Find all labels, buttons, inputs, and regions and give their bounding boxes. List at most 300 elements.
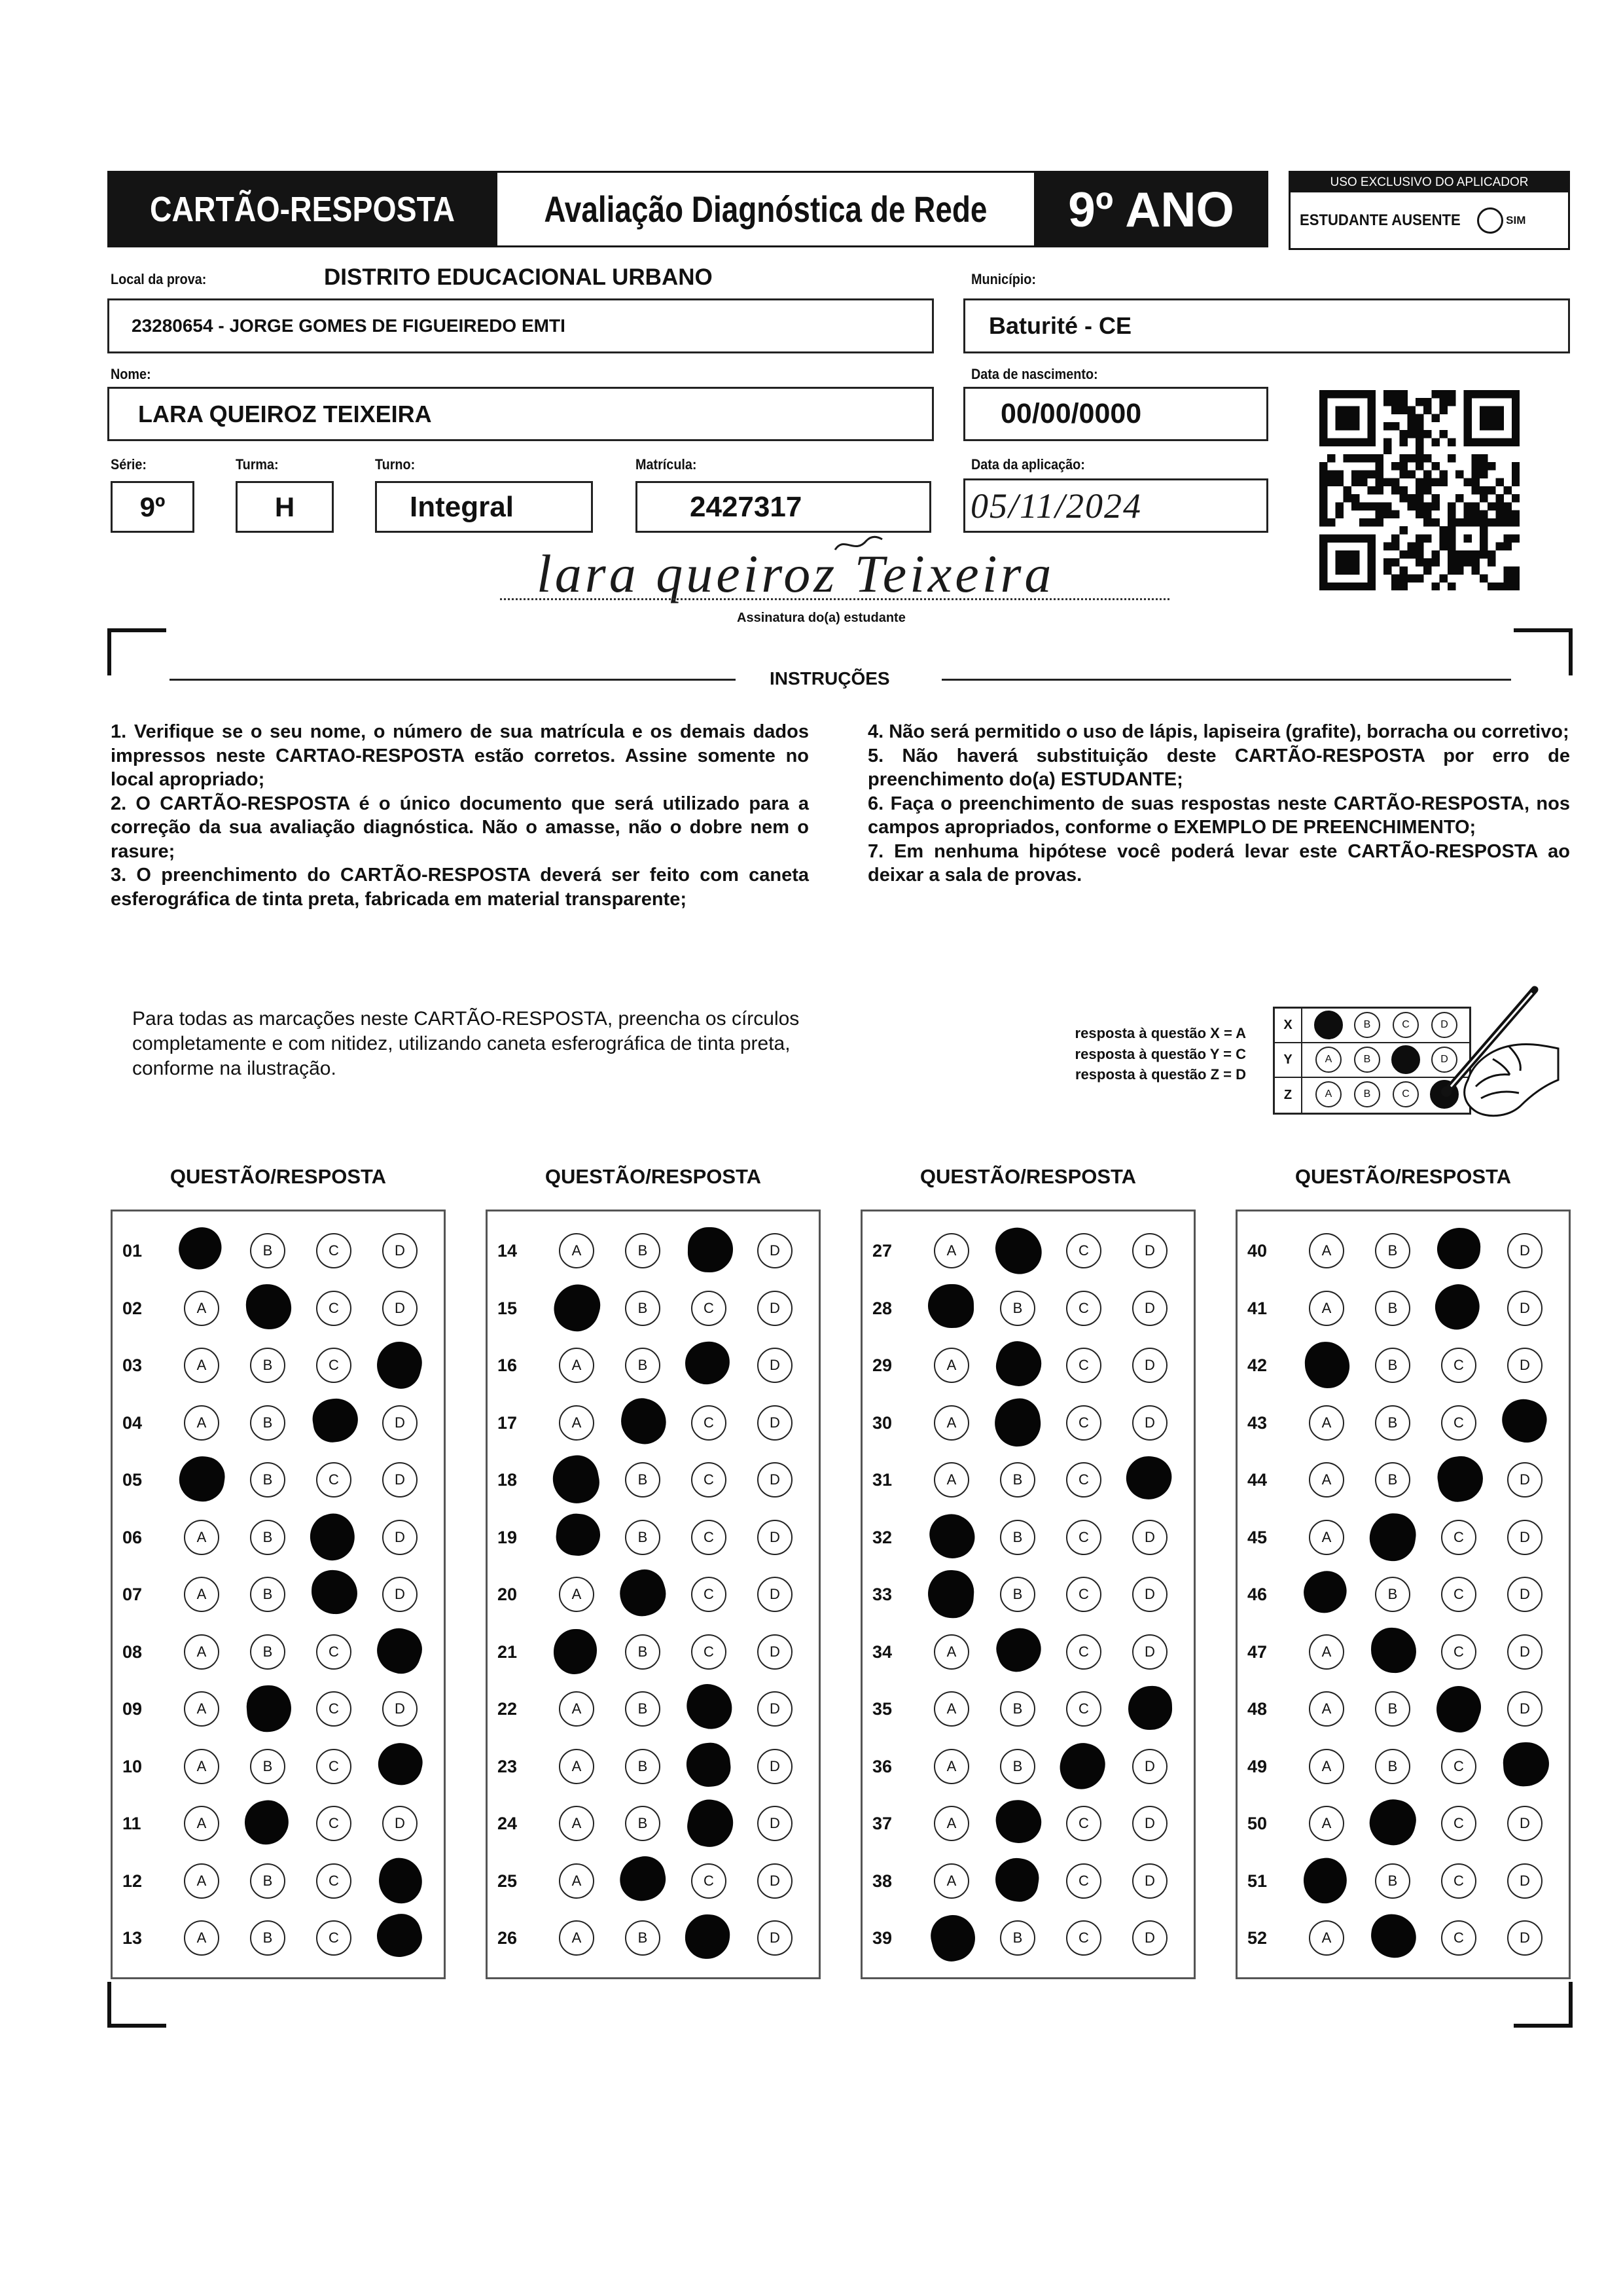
answer-bubble-18-d[interactable]: D bbox=[757, 1462, 793, 1498]
question-number: 16 bbox=[497, 1355, 518, 1375]
question-number: 32 bbox=[872, 1527, 893, 1547]
student-absent-yes-label: SIM bbox=[1506, 213, 1526, 226]
example-instructions: Para todas as marcações neste CARTÃO-RESPOSTA, preencha os círculos completamente e com nitidez, utilizando caneta esferográfica de tinta preta, conforme na ilustração. bbox=[132, 1008, 800, 1079]
example-bubble-x-d: D bbox=[1431, 1012, 1457, 1038]
answer-bubble-08-b[interactable]: B bbox=[250, 1634, 285, 1670]
answer-bubble-18-a-marked[interactable] bbox=[549, 1452, 603, 1507]
answer-bubble-29-c[interactable]: C bbox=[1066, 1348, 1101, 1383]
question-number: 26 bbox=[497, 1928, 518, 1948]
sheet-subtitle: Avaliação Diagnóstica de Rede bbox=[544, 188, 988, 230]
answer-bubble-08-a[interactable]: A bbox=[184, 1634, 219, 1670]
answer-bubble-10-d-marked[interactable] bbox=[374, 1738, 426, 1789]
answer-bubble-22-d[interactable]: D bbox=[757, 1691, 793, 1727]
answer-bubble-07-c-marked[interactable] bbox=[311, 1570, 358, 1615]
question-number: 04 bbox=[122, 1412, 143, 1433]
answer-bubble-05-c[interactable]: C bbox=[316, 1462, 351, 1498]
answer-bubble-52-c[interactable]: C bbox=[1441, 1920, 1476, 1956]
answer-bubble-23-c-marked[interactable] bbox=[684, 1741, 732, 1789]
answer-bubble-21-d[interactable]: D bbox=[757, 1634, 793, 1670]
question-number: 36 bbox=[872, 1756, 893, 1776]
question-number: 29 bbox=[872, 1355, 893, 1375]
answer-bubble-28-b[interactable]: B bbox=[1000, 1291, 1035, 1326]
question-number: 49 bbox=[1247, 1756, 1268, 1776]
question-number: 11 bbox=[122, 1814, 141, 1833]
question-number: 06 bbox=[122, 1527, 143, 1547]
answer-bubble-50-c[interactable]: C bbox=[1441, 1806, 1476, 1841]
question-number: 37 bbox=[872, 1814, 893, 1833]
answer-bubble-41-b[interactable]: B bbox=[1375, 1291, 1410, 1326]
answer-bubble-47-d[interactable]: D bbox=[1507, 1634, 1543, 1670]
answer-bubble-36-d[interactable]: D bbox=[1132, 1749, 1168, 1784]
answer-bubble-18-c[interactable]: C bbox=[691, 1462, 726, 1498]
answer-bubble-45-a[interactable]: A bbox=[1309, 1520, 1344, 1555]
answer-bubble-42-a-marked[interactable] bbox=[1304, 1340, 1351, 1389]
answer-bubble-47-b-marked[interactable] bbox=[1370, 1627, 1416, 1674]
answer-bubble-23-b[interactable]: B bbox=[625, 1749, 660, 1784]
answer-bubble-04-d[interactable]: D bbox=[382, 1405, 418, 1441]
answer-bubble-11-d[interactable]: D bbox=[382, 1806, 418, 1841]
aplicacao-field bbox=[963, 478, 1268, 533]
answer-bubble-47-a[interactable]: A bbox=[1309, 1634, 1344, 1670]
answer-bubble-32-c[interactable]: C bbox=[1066, 1520, 1101, 1555]
answer-bubble-17-b-marked[interactable] bbox=[616, 1395, 670, 1448]
answer-bubble-46-b[interactable]: B bbox=[1375, 1577, 1410, 1612]
answer-bubble-50-d[interactable]: D bbox=[1507, 1806, 1543, 1841]
answer-bubble-26-d[interactable]: D bbox=[757, 1920, 793, 1956]
answer-bubble-35-a[interactable]: A bbox=[934, 1691, 969, 1727]
answer-bubble-40-c-marked[interactable] bbox=[1436, 1227, 1481, 1270]
answer-bubble-41-d[interactable]: D bbox=[1507, 1291, 1543, 1326]
example-bubble-y-a: A bbox=[1315, 1047, 1342, 1073]
answer-bubble-51-b[interactable]: B bbox=[1375, 1863, 1410, 1899]
matricula-label: Matrícula: bbox=[635, 456, 697, 473]
answer-bubble-26-c-marked[interactable] bbox=[683, 1912, 732, 1961]
answer-bubble-10-a[interactable]: A bbox=[184, 1749, 219, 1784]
example-bubble-y-d: D bbox=[1431, 1047, 1457, 1073]
answer-bubble-02-a[interactable]: A bbox=[184, 1291, 219, 1326]
question-number: 40 bbox=[1247, 1241, 1268, 1261]
answer-bubble-04-a[interactable]: A bbox=[184, 1405, 219, 1441]
instructions-rule-right bbox=[942, 679, 1511, 681]
answer-bubble-33-a-marked[interactable] bbox=[927, 1569, 976, 1620]
answer-bubble-32-d[interactable]: D bbox=[1132, 1520, 1168, 1555]
instructions-title: INSTRUÇÕES bbox=[770, 668, 890, 689]
answer-bubble-39-d[interactable]: D bbox=[1132, 1920, 1168, 1956]
answer-bubble-36-b[interactable]: B bbox=[1000, 1749, 1035, 1784]
turma-field bbox=[236, 481, 334, 533]
question-number: 24 bbox=[497, 1814, 518, 1833]
answer-bubble-46-a-marked[interactable] bbox=[1299, 1567, 1351, 1618]
answer-column-header: QUESTÃO/RESPOSTA bbox=[1294, 1165, 1512, 1188]
instructions-left-column bbox=[111, 720, 809, 911]
answer-bubble-37-c[interactable]: C bbox=[1066, 1806, 1101, 1841]
answer-bubble-05-a-marked[interactable] bbox=[176, 1453, 227, 1504]
answer-bubble-01-a-marked[interactable] bbox=[173, 1222, 228, 1276]
answer-bubble-40-b[interactable]: B bbox=[1375, 1233, 1410, 1268]
answer-bubble-03-c[interactable]: C bbox=[316, 1348, 351, 1383]
answer-bubble-37-d[interactable]: D bbox=[1132, 1806, 1168, 1841]
answer-bubble-31-a[interactable]: A bbox=[934, 1462, 969, 1498]
answer-bubble-20-d[interactable]: D bbox=[757, 1577, 793, 1612]
answer-bubble-30-b-marked[interactable] bbox=[992, 1396, 1043, 1449]
answer-bubble-48-d[interactable]: D bbox=[1507, 1691, 1543, 1727]
answer-bubble-52-d[interactable]: D bbox=[1507, 1920, 1543, 1956]
answer-bubble-09-a[interactable]: A bbox=[184, 1691, 219, 1727]
answer-bubble-51-d[interactable]: D bbox=[1507, 1863, 1543, 1899]
aplicacao-handwritten-value: 05/11/2024 bbox=[971, 486, 1142, 526]
answer-bubble-17-c[interactable]: C bbox=[691, 1405, 726, 1441]
answer-column-2 bbox=[486, 1210, 821, 1979]
answer-bubble-29-d[interactable]: D bbox=[1132, 1348, 1168, 1383]
answer-bubble-35-c[interactable]: C bbox=[1066, 1691, 1101, 1727]
question-number: 15 bbox=[497, 1298, 518, 1318]
student-absent-row bbox=[1291, 192, 1568, 248]
example-key-line: resposta à questão Z = D bbox=[1075, 1066, 1246, 1083]
answer-bubble-32-b[interactable]: B bbox=[1000, 1520, 1035, 1555]
answer-bubble-38-a[interactable]: A bbox=[934, 1863, 969, 1899]
answer-bubble-44-b[interactable]: B bbox=[1375, 1462, 1410, 1498]
question-number: 30 bbox=[872, 1412, 893, 1433]
answer-bubble-23-a[interactable]: A bbox=[559, 1749, 594, 1784]
answer-bubble-27-b-marked[interactable] bbox=[990, 1221, 1047, 1280]
answer-bubble-24-c-marked[interactable] bbox=[683, 1796, 736, 1851]
answer-bubble-30-a[interactable]: A bbox=[934, 1405, 969, 1441]
answer-bubble-34-b-marked[interactable] bbox=[991, 1622, 1046, 1677]
answer-bubble-33-d[interactable]: D bbox=[1132, 1577, 1168, 1612]
answer-bubble-28-d[interactable]: D bbox=[1132, 1291, 1168, 1326]
answer-bubble-29-a[interactable]: A bbox=[934, 1348, 969, 1383]
question-number: 03 bbox=[122, 1355, 143, 1375]
question-number: 45 bbox=[1247, 1527, 1268, 1547]
answer-bubble-40-a[interactable]: A bbox=[1309, 1233, 1344, 1268]
answer-bubble-36-c-marked[interactable] bbox=[1055, 1738, 1110, 1794]
answer-bubble-12-a[interactable]: A bbox=[184, 1863, 219, 1899]
answer-bubble-13-d-marked[interactable] bbox=[372, 1909, 426, 1962]
answer-bubble-32-a-marked[interactable] bbox=[925, 1509, 979, 1563]
answer-bubble-42-b[interactable]: B bbox=[1375, 1348, 1410, 1383]
answer-bubble-05-b[interactable]: B bbox=[250, 1462, 285, 1498]
answer-bubble-15-c[interactable]: C bbox=[691, 1291, 726, 1326]
answer-bubble-25-a[interactable]: A bbox=[559, 1863, 594, 1899]
question-number: 14 bbox=[497, 1241, 518, 1261]
answer-bubble-14-c-marked[interactable] bbox=[687, 1227, 733, 1272]
signature-tilde-mark bbox=[832, 531, 885, 558]
answer-bubble-24-b[interactable]: B bbox=[625, 1806, 660, 1841]
answer-bubble-13-c[interactable]: C bbox=[316, 1920, 351, 1956]
nascimento-label: Data de nascimento: bbox=[971, 366, 1098, 382]
answer-bubble-07-d[interactable]: D bbox=[382, 1577, 418, 1612]
answer-bubble-35-d-marked[interactable] bbox=[1127, 1685, 1172, 1730]
answer-bubble-52-a[interactable]: A bbox=[1309, 1920, 1344, 1956]
turma-label: Turma: bbox=[236, 456, 279, 473]
answer-bubble-31-d-marked[interactable] bbox=[1122, 1452, 1174, 1503]
answer-bubble-09-b-marked[interactable] bbox=[245, 1684, 293, 1734]
answer-bubble-39-c[interactable]: C bbox=[1066, 1920, 1101, 1956]
answer-bubble-01-d[interactable]: D bbox=[382, 1233, 418, 1268]
answer-bubble-26-a[interactable]: A bbox=[559, 1920, 594, 1956]
answer-bubble-49-b[interactable]: B bbox=[1375, 1749, 1410, 1784]
answer-bubble-23-d[interactable]: D bbox=[757, 1749, 793, 1784]
example-row-label: Y bbox=[1275, 1043, 1302, 1077]
question-number: 17 bbox=[497, 1412, 518, 1433]
answer-bubble-28-a-marked[interactable] bbox=[927, 1283, 974, 1328]
answer-bubble-34-c[interactable]: C bbox=[1066, 1634, 1101, 1670]
title-banner bbox=[107, 171, 497, 247]
answer-bubble-37-b-marked[interactable] bbox=[993, 1797, 1044, 1846]
answer-bubble-40-d[interactable]: D bbox=[1507, 1233, 1543, 1268]
school-value: 23280654 - JORGE GOMES DE FIGUEIREDO EMTI bbox=[132, 315, 565, 336]
answer-bubble-25-b-marked[interactable] bbox=[616, 1852, 669, 1905]
answer-bubble-33-b[interactable]: B bbox=[1000, 1577, 1035, 1612]
answer-bubble-20-a[interactable]: A bbox=[559, 1577, 594, 1612]
answer-bubble-48-a[interactable]: A bbox=[1309, 1691, 1344, 1727]
answer-bubble-31-c[interactable]: C bbox=[1066, 1462, 1101, 1498]
answer-bubble-12-d-marked[interactable] bbox=[376, 1856, 425, 1906]
example-bubble-z-c: C bbox=[1393, 1081, 1419, 1107]
answer-bubble-43-d-marked[interactable] bbox=[1497, 1394, 1551, 1446]
serie-value: 9º bbox=[139, 491, 166, 522]
corner-mark-top-right bbox=[1514, 628, 1573, 675]
answer-bubble-18-b[interactable]: B bbox=[625, 1462, 660, 1498]
answer-bubble-45-b-marked[interactable] bbox=[1366, 1510, 1418, 1564]
question-number: 39 bbox=[872, 1928, 893, 1948]
district-name: DISTRITO EDUCACIONAL URBANO bbox=[324, 264, 713, 290]
answer-bubble-21-a-marked[interactable] bbox=[554, 1629, 597, 1674]
answer-bubble-28-c[interactable]: C bbox=[1066, 1291, 1101, 1326]
answer-bubble-10-c[interactable]: C bbox=[316, 1749, 351, 1784]
answer-bubble-50-b-marked[interactable] bbox=[1365, 1795, 1420, 1850]
answer-bubble-36-a[interactable]: A bbox=[934, 1749, 969, 1784]
answer-bubble-06-d[interactable]: D bbox=[382, 1520, 418, 1555]
answer-bubble-49-a[interactable]: A bbox=[1309, 1749, 1344, 1784]
question-number: 19 bbox=[497, 1527, 518, 1547]
corner-mark-bottom-right bbox=[1514, 1982, 1573, 2028]
answer-bubble-13-b[interactable]: B bbox=[250, 1920, 285, 1956]
applicator-box bbox=[1289, 171, 1570, 250]
sheet-title: CARTÃO-RESPOSTA bbox=[149, 189, 455, 229]
answer-bubble-09-c[interactable]: C bbox=[316, 1691, 351, 1727]
name-value: LARA QUEIROZ TEIXEIRA bbox=[138, 400, 432, 427]
instruction-item: 7. Em nenhuma hipótese você poderá levar este CARTÃO-RESPOSTA ao deixar a sala de provas. bbox=[868, 840, 1570, 886]
answer-bubble-38-b-marked[interactable] bbox=[992, 1855, 1042, 1905]
answer-bubble-12-c[interactable]: C bbox=[316, 1863, 351, 1899]
turno-label: Turno: bbox=[375, 456, 416, 473]
answer-bubble-41-c-marked[interactable] bbox=[1429, 1278, 1486, 1335]
question-number: 43 bbox=[1247, 1412, 1268, 1433]
answer-bubble-06-c-marked[interactable] bbox=[305, 1509, 360, 1565]
serie-label: Série: bbox=[111, 456, 147, 473]
answer-bubble-09-d[interactable]: D bbox=[382, 1691, 418, 1727]
student-absent-checkbox[interactable] bbox=[1477, 207, 1503, 234]
example-bubble-y-b: B bbox=[1354, 1047, 1380, 1073]
answer-bubble-34-a[interactable]: A bbox=[934, 1634, 969, 1670]
answer-bubble-52-b-marked[interactable] bbox=[1368, 1912, 1419, 1960]
answer-bubble-39-a-marked[interactable] bbox=[926, 1910, 980, 1965]
instructions-rule-left bbox=[169, 679, 736, 681]
answer-bubble-33-c[interactable]: C bbox=[1066, 1577, 1101, 1612]
answer-bubble-29-b-marked[interactable] bbox=[991, 1336, 1046, 1391]
answer-bubble-16-c-marked[interactable] bbox=[683, 1340, 731, 1386]
answer-bubble-46-d[interactable]: D bbox=[1507, 1577, 1543, 1612]
answer-bubble-19-d[interactable]: D bbox=[757, 1520, 793, 1555]
answer-bubble-01-c[interactable]: C bbox=[316, 1233, 351, 1268]
question-number: 34 bbox=[872, 1641, 893, 1662]
answer-bubble-06-a[interactable]: A bbox=[184, 1520, 219, 1555]
answer-bubble-01-b[interactable]: B bbox=[250, 1233, 285, 1268]
answer-bubble-15-b[interactable]: B bbox=[625, 1291, 660, 1326]
answer-bubble-38-c[interactable]: C bbox=[1066, 1863, 1101, 1899]
instruction-item: 1. Verifique se o seu nome, o número de sua matrícula e os demais dados impressos neste CARTAO-RESPOSTA estão corretos. Assine somente no local apropriado; bbox=[111, 721, 809, 790]
example-bubble-z-a: A bbox=[1315, 1081, 1342, 1107]
answer-bubble-05-d[interactable]: D bbox=[382, 1462, 418, 1498]
answer-bubble-24-d[interactable]: D bbox=[757, 1806, 793, 1841]
answer-bubble-21-c[interactable]: C bbox=[691, 1634, 726, 1670]
answer-bubble-46-c[interactable]: C bbox=[1441, 1577, 1476, 1612]
answer-bubble-38-d[interactable]: D bbox=[1132, 1863, 1168, 1899]
answer-bubble-02-b-marked[interactable] bbox=[245, 1283, 293, 1331]
answer-bubble-31-b[interactable]: B bbox=[1000, 1462, 1035, 1498]
signature-label: Assinatura do(a) estudante bbox=[737, 611, 906, 625]
answer-bubble-21-b[interactable]: B bbox=[625, 1634, 660, 1670]
answer-bubble-34-d[interactable]: D bbox=[1132, 1634, 1168, 1670]
answer-bubble-49-c[interactable]: C bbox=[1441, 1749, 1476, 1784]
answer-bubble-17-a[interactable]: A bbox=[559, 1405, 594, 1441]
answer-bubble-20-b-marked[interactable] bbox=[614, 1564, 671, 1621]
question-number: 47 bbox=[1247, 1641, 1268, 1662]
corner-mark-bottom-left bbox=[107, 1982, 166, 2028]
answer-bubble-25-d[interactable]: D bbox=[757, 1863, 793, 1899]
answer-bubble-02-d[interactable]: D bbox=[382, 1291, 418, 1326]
signature-line bbox=[500, 598, 1169, 600]
answer-bubble-15-d[interactable]: D bbox=[757, 1291, 793, 1326]
answer-bubble-06-b[interactable]: B bbox=[250, 1520, 285, 1555]
answer-bubble-51-a-marked[interactable] bbox=[1300, 1854, 1351, 1906]
answer-bubble-14-d[interactable]: D bbox=[757, 1233, 793, 1268]
answer-bubble-22-b[interactable]: B bbox=[625, 1691, 660, 1727]
answer-bubble-51-c[interactable]: C bbox=[1441, 1863, 1476, 1899]
answer-bubble-11-b-marked[interactable] bbox=[241, 1797, 292, 1848]
answer-bubble-14-a[interactable]: A bbox=[559, 1233, 594, 1268]
name-field bbox=[107, 387, 934, 441]
answer-bubble-04-b[interactable]: B bbox=[250, 1405, 285, 1441]
answer-bubble-04-c-marked[interactable] bbox=[310, 1395, 361, 1445]
qr-modules bbox=[1319, 390, 1520, 590]
question-number: 51 bbox=[1247, 1871, 1268, 1891]
answer-bubble-42-d[interactable]: D bbox=[1507, 1348, 1543, 1383]
answer-bubble-26-b[interactable]: B bbox=[625, 1920, 660, 1956]
answer-bubble-19-a-marked[interactable] bbox=[554, 1512, 601, 1558]
matricula-field bbox=[635, 481, 931, 533]
answer-column-4 bbox=[1236, 1210, 1571, 1979]
answer-bubble-15-a-marked[interactable] bbox=[548, 1278, 605, 1337]
student-absent-label: ESTUDANTE AUSENTE bbox=[1300, 211, 1461, 229]
answer-bubble-12-b[interactable]: B bbox=[250, 1863, 285, 1899]
birthdate-value: 00/00/0000 bbox=[1001, 398, 1142, 429]
question-number: 13 bbox=[122, 1928, 143, 1948]
instruction-item: 4. Não será permitido o uso de lápis, lapiseira (grafite), borracha ou corretivo; bbox=[868, 721, 1569, 742]
answer-bubble-24-a[interactable]: A bbox=[559, 1806, 594, 1841]
answer-bubble-03-b[interactable]: B bbox=[250, 1348, 285, 1383]
answer-bubble-07-b[interactable]: B bbox=[250, 1577, 285, 1612]
answer-bubble-27-a[interactable]: A bbox=[934, 1233, 969, 1268]
answer-bubble-22-c-marked[interactable] bbox=[681, 1679, 738, 1734]
aplicacao-label: Data da aplicação: bbox=[971, 456, 1085, 473]
answer-bubble-47-c[interactable]: C bbox=[1441, 1634, 1476, 1670]
turno-field bbox=[375, 481, 593, 533]
answer-bubble-35-b[interactable]: B bbox=[1000, 1691, 1035, 1727]
example-key-line: resposta à questão X = A bbox=[1075, 1025, 1246, 1041]
question-number: 12 bbox=[122, 1871, 143, 1891]
answer-bubble-17-d[interactable]: D bbox=[757, 1405, 793, 1441]
answer-bubble-30-d[interactable]: D bbox=[1132, 1405, 1168, 1441]
answer-bubble-45-c[interactable]: C bbox=[1441, 1520, 1476, 1555]
question-number: 27 bbox=[872, 1241, 893, 1261]
answer-bubble-39-b[interactable]: B bbox=[1000, 1920, 1035, 1956]
answer-bubble-11-c[interactable]: C bbox=[316, 1806, 351, 1841]
question-number: 31 bbox=[872, 1470, 893, 1490]
question-number: 33 bbox=[872, 1585, 893, 1604]
question-number: 46 bbox=[1247, 1585, 1268, 1604]
answer-bubble-03-a[interactable]: A bbox=[184, 1348, 219, 1383]
qr-code bbox=[1319, 390, 1520, 590]
answer-bubble-41-a[interactable]: A bbox=[1309, 1291, 1344, 1326]
answer-bubble-49-d-marked[interactable] bbox=[1502, 1740, 1551, 1787]
answer-bubble-45-d[interactable]: D bbox=[1507, 1520, 1543, 1555]
answer-bubble-16-b[interactable]: B bbox=[625, 1348, 660, 1383]
answer-bubble-08-d-marked[interactable] bbox=[371, 1622, 427, 1678]
answer-bubble-11-a[interactable]: A bbox=[184, 1806, 219, 1841]
answer-bubble-44-a[interactable]: A bbox=[1309, 1462, 1344, 1498]
instruction-item: 6. Faça o preenchimento de suas respostas neste CARTÃO-RESPOSTA, nos campos apropriados, conforme o EXEMPLO DE PREENCHIMENTO; bbox=[868, 793, 1570, 838]
answer-bubble-48-b[interactable]: B bbox=[1375, 1691, 1410, 1727]
turno-value: Integral bbox=[410, 490, 514, 523]
answer-bubble-10-b[interactable]: B bbox=[250, 1749, 285, 1784]
answer-bubble-42-c[interactable]: C bbox=[1441, 1348, 1476, 1383]
answer-bubble-07-a[interactable]: A bbox=[184, 1577, 219, 1612]
answer-bubble-03-d-marked[interactable] bbox=[372, 1337, 426, 1393]
answer-bubble-37-a[interactable]: A bbox=[934, 1806, 969, 1841]
example-row-label: X bbox=[1275, 1009, 1302, 1042]
answer-bubble-16-d[interactable]: D bbox=[757, 1348, 793, 1383]
answer-bubble-43-a[interactable]: A bbox=[1309, 1405, 1344, 1441]
grade-banner bbox=[1034, 171, 1268, 247]
answer-bubble-02-c[interactable]: C bbox=[316, 1291, 351, 1326]
question-number: 48 bbox=[1247, 1699, 1268, 1719]
answer-bubble-43-c[interactable]: C bbox=[1441, 1405, 1476, 1441]
answer-bubble-14-b[interactable]: B bbox=[625, 1233, 660, 1268]
instruction-item: 3. O preenchimento do CARTÃO-RESPOSTA deverá ser feito com caneta esferográfica de tinta preta, fabricada em material transparente; bbox=[111, 865, 809, 910]
answer-bubble-44-c-marked[interactable] bbox=[1435, 1453, 1486, 1505]
answer-bubble-13-a[interactable]: A bbox=[184, 1920, 219, 1956]
question-number: 38 bbox=[872, 1871, 893, 1891]
answer-bubble-44-d[interactable]: D bbox=[1507, 1462, 1543, 1498]
answer-bubble-43-b[interactable]: B bbox=[1375, 1405, 1410, 1441]
answer-bubble-25-c[interactable]: C bbox=[691, 1863, 726, 1899]
answer-bubble-50-a[interactable]: A bbox=[1309, 1806, 1344, 1841]
answer-bubble-08-c[interactable]: C bbox=[316, 1634, 351, 1670]
question-number: 02 bbox=[122, 1298, 143, 1318]
question-number: 50 bbox=[1247, 1814, 1268, 1833]
answer-bubble-27-c[interactable]: C bbox=[1066, 1233, 1101, 1268]
answer-bubble-27-d[interactable]: D bbox=[1132, 1233, 1168, 1268]
answer-bubble-19-b[interactable]: B bbox=[625, 1520, 660, 1555]
answer-bubble-22-a[interactable]: A bbox=[559, 1691, 594, 1727]
answer-bubble-30-c[interactable]: C bbox=[1066, 1405, 1101, 1441]
answer-bubble-48-c-marked[interactable] bbox=[1430, 1680, 1486, 1738]
answer-bubble-20-c[interactable]: C bbox=[691, 1577, 726, 1612]
answer-bubble-16-a[interactable]: A bbox=[559, 1348, 594, 1383]
answer-bubble-19-c[interactable]: C bbox=[691, 1520, 726, 1555]
